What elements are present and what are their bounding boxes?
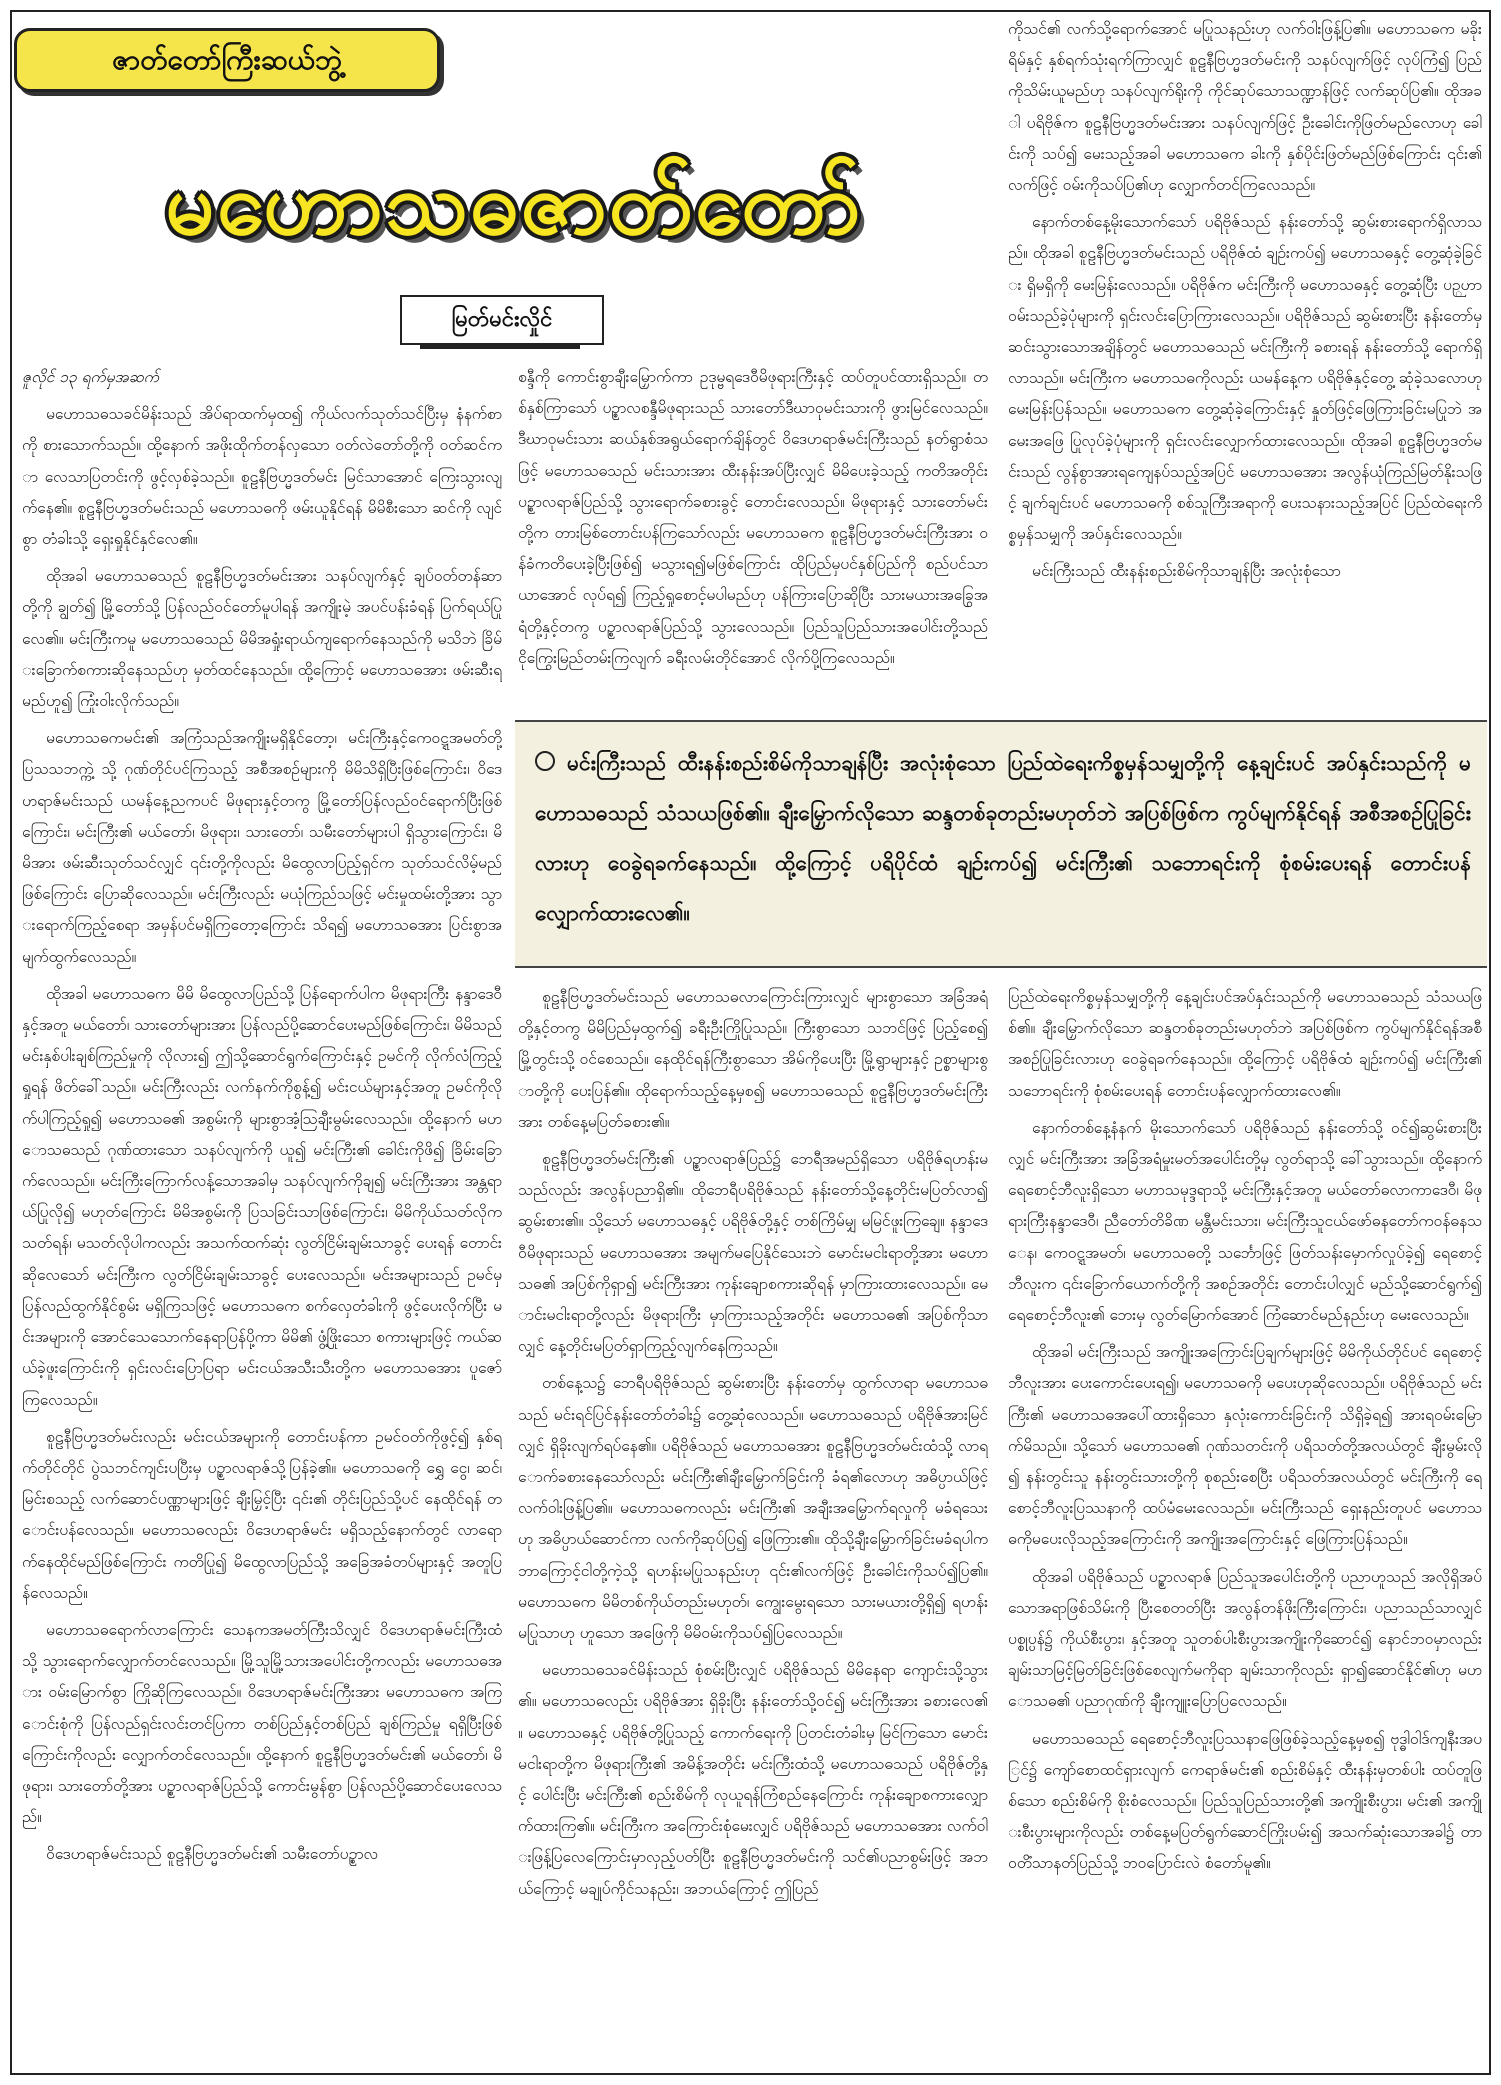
- paragraph: စန္ဒီကို ကောင်းစွာချီးမြှောက်ကာ ဥဒုမ္ဗရဒေဝီမိဖုရားကြီးနှင့် ထပ်တူပင်ထားရှိသည်။ တစ်နှစ်ကြာသော် ပဉ္စာလစန္ဒီမိဖုရားသည် သားတော်ဒီဃာဝုမင်းသားကို ဖွားမြင်လေသည်။ ဒီဃာဝုမင်းသား ဆယ်နှစ်အရွယ်ရောက်ချိန်တွင် ဝိဒေဟရာဇ်မင်းကြီးသည် နတ်ရွာစံသဖြင့် မဟောသဓသည် မင်းသားအား ထီးနန်းအပ်ပြီးလျှင် မိမိပေးခဲ့သည့် ကတိအတိုင်း ပဉ္စာလရာဇ်ပြည်သို့ သွားရောက်ခစားခွင့် တောင်းလေသည်။ မိဖုရားနှင့် သားတော်မင်းတို့က တားမြစ်တောင်းပန်ကြသော်လည်း မဟောသဓက စူဠနီဗြဟ္မဒတ်မင်းကြီးအား ဝန်ခံကတိပေးခဲ့ပြီးဖြစ်၍ မသွားရ၍မဖြစ်ကြောင်း ထိုပြည်မှပင်နှစ်ပြည်ကို စည်ပင်သာယာအောင် လုပ်ရ၍ ကြည့်ရှုစောင့်မပါမည်ဟု ပန်ကြားပြောဆိုပြီး သားမယားအခြွေအရံတို့နှင့်တကွ ပဉ္စာလရာဇ်ပြည်သို့ သွားလေသည်။ ပြည်သူပြည်သားအပေါင်းတို့သည် ငိုကြွေးမြည်တမ်းကြလျက် ခရီးလမ်းတိုင်အောင် လိုက်ပို့ကြလေသည်။: [518, 368, 988, 667]
- quote-bullet-icon: [535, 751, 555, 771]
- paragraph: စူဠနီဗြဟ္မဒတ်မင်းလည်း မင်းငယ်အများကို တောင်းပန်ကာ ဥမင်ဝတ်ကိုဖွင့်၍ နှစ်ရက်တိုင်တိုင် ပွဲသဘင်ကျင်းပပြီးမှ ပဉ္စာလရာဇ်သို့ပြန်ခဲ့၏။ မဟောသဓကို ရွှေ ငွေ၊ ဆင်၊ မြင်းစသည့် လက်ဆောင်ပဏ္ဏာများဖြင့် ချီးမြှင့်ပြီး ၎င်း၏ တိုင်းပြည်သို့ပင် နေထိုင်ရန် တောင်းပန်လေသည်။ မဟောသဓလည်း ဝိဒေဟရာဇ်မင်း မရှိသည့်နောက်တွင် လာရောက်နေထိုင်မည်ဖြစ်ကြောင်း ကတိပြု၍ မိထွေလာပြည်သို့ အခြေအခံတပ်များနှင့် အတူပြန်လေသည်။: [22, 1427, 502, 1602]
- article-title: မဟောသဓဇာတ်တော်: [165, 154, 863, 254]
- paragraph: မဟောသဓကမင်း၏ အကြံသည်အကျိုးမရှိနိုင်တော့၊ မင်းကြီးနှင့်ကေဝဋ္ဋအမတ်တို့ ပြသသဘက္ကဲ့ သို့ ဂုဏ်တိုင်ပင်ကြသည့် အစီအစဉ်များကို မိမိသိရှိပြီးဖြစ်ကြောင်း၊ ဝိဒေဟရာဇ်မင်းသည် ယမန်နေ့ညကပင် မိဖုရားနှင့်တကွ မြို့တော်ပြန်လည်ဝင်ရောက်ပြီးဖြစ်ကြောင်း၊ မင်းကြီး၏ မယ်တော်၊ မိဖုရား၊ သားတော်၊ သမီးတော်များပါ ရှိသွားကြောင်း၊ မိမိအား ဖမ်းဆီးသုတ်သင်လျှင် ၎င်းတို့ကိုလည်း မိထွေလာပြည့်ရှင်က သုတ်သင်လိမ့်မည်ဖြစ်ကြောင်း ပြောဆိုလေသည်။ မင်းကြီးလည်း မယုံကြည်သဖြင့် မင်းမှုထမ်းတို့အား သွားရောက်ကြည့်စေရာ အမှန်ပင်မရှိကြတော့ကြောင်း သိရ၍ မဟောသဓအား ပြင်းစွာအမျက်ထွက်လေသည်။: [22, 729, 502, 966]
- paragraph: ဝိဒေဟရာဇ်မင်းသည် စူဠနီဗြဟ္မဒတ်မင်း၏ သမီးတော်ပဉ္စာလ: [46, 1845, 379, 1864]
- paragraph: ကိုသင်၏ လက်သို့ရောက်အောင် မပြုသနည်းဟု လက်ဝါးဖြန့်ပြ၏။ မဟောသဓက မခိုးရိမ်နှင့် နှစ်ရက်သုံးရက်ကြာလျှင် စူဠနီဗြဟ္မဒတ်မင်းကို သနပ်လျက်ဖြင့် လုပ်ကြံ၍ ပြည်ကိုသိမ်းယူမည်ဟု သနပ်လျက်ရိုးကို ကိုင်ဆုပ်သောသဏ္ဍာန်ဖြင့် လက်ဆုပ်ပြ၏။ ထိုအခါ ပရိဗိုဇ်က စူဠနီဗြဟ္မဒတ်မင်းအား သနပ်လျက်ဖြင့် ဦးခေါင်းကိုဖြတ်မည်လောဟု ခေါင်းကို သပ်၍ မေးသည့်အခါ မဟောသဓက ခါးကို နှစ်ပိုင်းဖြတ်မည်ဖြစ်ကြောင်း ၎င်း၏လက်ဖြင့် ဝမ်းကိုသပ်ပြ၏ဟု လျှောက်တင်ကြလေသည်။: [1008, 20, 1482, 195]
- paragraph: ထိုအခါ မဟောသဓက မိမိ မိထွေလာပြည်သို့ ပြန်ရောက်ပါက မိဖုရားကြီး နန္ဒာဒေဝီနှင့်အတူ မယ်တော်၊ သားတော်များအား ပြန်လည်ပို့ဆောင်ပေးမည်ဖြစ်ကြောင်း၊ မိမိသည် မင်းနှစ်ပါးချစ်ကြည်မှုကို လိုလား၍ ဤသို့ဆောင်ရွက်ကြောင်းနှင့် ဥမင်ကို လိုက်လံကြည့်ရှုရန် ဖိတ်ခေါ်သည်။ မင်းကြီးလည်း လက်နက်ကိုစွန့်၍ မင်းငယ်များနှင့်အတူ ဥမင်ကိုလိုက်ပါကြည့်ရှု၍ မဟောသဓ၏ အစွမ်းကို များစွာအံ့သြချီးမွမ်းလေသည်။ ထို့နောက် မဟောသဓသည် ဂုဏ်ထားသော သနပ်လျက်ကို ယူ၍ မင်းကြီး၏ ခေါင်းကိုဖိ၍ ခြိမ်းခြောက်လေသည်။ မင်းကြီးကြောက်လန့်သောအခါမှ သနပ်လျက်ကိုချ၍ မင်းကြီးအား အန္တရာယ်ပြုလို၍ မဟုတ်ကြောင်း မိမိအစွမ်းကို ပြသခြင်းသာဖြစ်ကြောင်း၊ မိမိကိုယ်သတ်လိုက သတ်ရန်၊ မသတ်လိုပါကလည်း အသက်ထက်ဆုံး လွတ်ငြိမ်းချမ်းသာခွင့် ပေးရန် တောင်းဆိုလေသော် မင်းကြီးက လွတ်ငြိမ်းချမ်းသာခွင့် ပေးလေသည်။ မင်းအများသည် ဥမင်မှ ပြန်လည်ထွက်နိုင်စွမ်း မရှိကြသဖြင့် မဟောသဓက စက်လှေတံခါးကို ဖွင့်ပေးလိုက်ပြီး မင်းအများကို အောင်သေသောက်နေရာပြန်ပို့ကာ မိမိ၏ ဖွံ့ဖြိုးသော စကားများဖြင့် ကယ်ဆယ်ခဲ့ဖူးကြောင်းကို ရှင်းလင်းပြောပြရာ မင်းငယ်အသီးသီးတို့က မဟောသဓအား ပူဇော်ကြလေသည်။: [22, 984, 502, 1409]
- article-header: [14, 14, 1019, 314]
- series-label: ဇာတ်တော်ကြီးဆယ်ဘွဲ့: [14, 28, 440, 92]
- paragraph: မဟောသဓသခင်မိန်းသည် စုံစမ်းပြီးလျှင် ပရိဗိုဇ်သည် မိမိနေရာ ကျောင်းသို့သွား၏။ မဟောသဓလည်း ပရိဗိုဇ်အား ရှိခိုးပြီး နန်းတော်သို့ဝင်၍ မင်းကြီးအား ခစားလေ၏။ မဟောသဓနှင့် ပရိဗိုဇ်တို့ပြုသည့် ကောက်ရေးကို ပြတင်းတံခါးမှ မြင်ကြသော မောင်းမငါးရာတို့က မိဖုရားကြီး၏ အမိန့်အတိုင်း မင်းကြီးထံသို့ မဟောသဓသည် ပရိဗိုဇ်တို့နှင့် ပေါင်းပြီး မင်းကြီး၏ စည်းစိမ်ကို လုယူရန်ကြံစည်နေကြောင်း ကုန်းချောစကားလျှောက်ထားကြ၏။ မင်းကြီးက အကြောင်းစုံမေးလျှင် ပရိဗိုဇ်သည် မဟောသဓအား လက်ဝါးဖြန့်ပြလေကြောင်းမှာလှည့်ပတ်ပြီး စူဠနီဗြဟ္မဒတ်မင်းကို သင်၏ပညာစွမ်းဖြင့် အဘယ်ကြောင့် မချုပ်ကိုင်သနည်း၊ အဘယ်ကြောင့် ဤပြည်: [518, 1661, 988, 1898]
- pull-quote-text: မင်းကြီးသည် ထီးနန်းစည်းစိမ်ကိုသာချန်ပြီး အလုံးစုံသော ပြည်ထဲရေးကိစ္စမှန်သမျှတို့ကို နေ့ချင်းပင် အပ်နှင်းသည်ကို မဟောသဓသည် သံသယဖြစ်၏။ ချီးမြှောက်လိုသော ဆန္ဒတစ်ခုတည်းမဟုတ်ဘဲ အပြစ်ဖြစ်က ကွပ်မျက်နိုင်ရန် အစီအစဉ်ပြုခြင်းလားဟု ဝေခွဲရခက်နေသည်။ ထို့ကြောင့် ပရိပိုင်ထံ ချဉ်းကပ်၍ မင်းကြီး၏ သဘောရင်းကို စုံစမ်းပေးရန် တောင်းပန်လျှောက်ထားလေ၏။: [535, 751, 1471, 925]
- paragraph: တစ်နေ့သ၌ ဘေရီပရိဗိုဇ်သည် ဆွမ်းစားပြီး နန်းတော်မှ ထွက်လာရာ မဟောသဓသည် မင်းရင်ပြင်နန်းတော်တံခါး၌ တွေ့ဆုံလေသည်။ မဟောသဓသည် ပရိဗိုဇ်အားမြင်လျှင် ရှိခိုးလျက်ရပ်နေ၏။ ပရိဗိုဇ်သည် မဟောသဓအား စူဠနီဗြဟ္မဒတ်မင်းထံသို့ လာရောက်ခစားနေသော်လည်း မင်းကြီး၏ချီးမြှောက်ခြင်းကို ခံရ၏လောဟု အဓိပ္ပာယ်ဖြင့် လက်ဝါးဖြန့်ပြ၏။ မဟောသဓကလည်း မင်းကြီး၏ အချီးအမြှောက်ရလှုကို မခံရသေးဟု အဓိပ္ပာယ်ဆောင်ကာ လက်ကိုဆုပ်ပြ၍ ဖြေကြား၏။ ထိုသို့ချီးမြှောက်ခြင်းမခံရပါက ဘာကြောင့်ငါတို့ကဲ့သို့ ရဟန်းမပြုသနည်းဟု ၎င်း၏လက်ဖြင့် ဦးခေါင်းကိုသပ်၍ပြ၏။ မဟောသဓက မိမိတစ်ကိုယ်တည်းမဟုတ်၊ ကျွေးမွေးရသော သားမယားတို့ရှိ၍ ရဟန်းမပြုသာဟု ဟူသော အဖြေကို မိမိဝမ်းကိုသပ်၍ပြလေသည်။: [518, 1374, 988, 1643]
- paragraph: ထိုအခါ မင်းကြီးသည် အကျိုးအကြောင်းပြချက်များဖြင့် မိမိကိုယ်တိုင်ပင် ရေစောင့်ဘီလူးအား ပေးကောင်းပေးရ၍၊ မဟောသဓကို မပေးဟုဆိုလေသည်။ ပရိဗိုဇ်သည် မင်းကြီး၏ မဟောသဓအပေါ်ထားရှိသော နှလုံးကောင်းခြင်းကို သိရှိခဲ့ရ၍ အားရဝမ်းမြောက်မိသည်။ သို့သော် မဟောသဓ၏ ဂုဏ်သတင်းကို ပရိသတ်တို့အလယ်တွင် ချီးမွမ်းလို၍ နန်းတွင်းသူ နန်းတွင်းသားတို့ကို စုစည်းစေပြီး ပရိသတ်အလယ်တွင် မင်းကြီးကို ရေစောင့်ဘီလူးပြဿနာကို ထပ်မံမေးလေသည်။ မင်းကြီးသည် ရှေးနည်းတူပင် မဟောသဓကိုမပေးလိုသည့်အကြောင်းကို အကျိုးအကြောင်းနှင့် ဖြေကြားပြန်သည်။: [1008, 1343, 1482, 1549]
- author-underline: [420, 343, 580, 349]
- paragraph: မဟောသဓရောက်လာကြောင်း သေနကအမတ်ကြီးသိလျှင် ဝိဒေဟရာဇ်မင်းကြီးထံသို့ သွားရောက်လျှောက်တင်လေသည်။ မြို့သူမြို့သားအပေါင်းတို့ကလည်း မဟောသဓအား ဝမ်းမြောက်စွာ ကြိုဆိုကြလေသည်။ ဝိဒေဟရာဇ်မင်းကြီးအား မဟောသဓက အကြောင်းစုံကို ပြန်လည်ရှင်းလင်းတင်ပြကာ တစ်ပြည်နှင့်တစ်ပြည် ချစ်ကြည်မှု ရရှိပြီးဖြစ်ကြောင်းကိုလည်း လျှောက်တင်လေသည်။ ထို့နောက် စူဠနီဗြဟ္မဒတ်မင်း၏ မယ်တော်၊ မိဖုရား၊ သားတော်တို့အား ပဉ္စာလရာဇ်ပြည်သို့ ကောင်းမွန်စွာ ပြန်လည်ပို့ဆောင်ပေးလေသည်။: [22, 1620, 502, 1827]
- paragraph: မဟောသဓသခင်မိန်းသည် အိပ်ရာထက်မှထ၍ ကိုယ်လက်သုတ်သင်ပြီးမှ နံနက်စာကို စားသောက်သည်။ ထို့နောက် အဖိုးထိုက်တန်လှသော ဝတ်လဲတော်တို့ကို ဝတ်ဆင်ကာ လေသာပြတင်းကို ဖွင့်လှစ်ခဲ့သည်။ စူဠနီဗြဟ္မဒတ်မင်း မြင်သာအောင် ကြေးသွားလျက်နေ၏။ စူဠနီဗြဟ္မဒတ်မင်းသည် မဟောသဓကို ဖမ်းယူနိုင်ရန် မိမိစီးသော ဆင်ကို လျင်စွာ တံခါးသို့ ရှေးရှုနိုင်နှင်လေ၏။: [22, 405, 502, 549]
- column-1: [22, 362, 502, 2062]
- column-3-bottom: [1008, 982, 1482, 2062]
- paragraph: စူဠနီဗြဟ္မဒတ်မင်းကြီး၏ ပဉ္စာလရာဇ်ပြည်၌ ဘေရီအမည်ရှိသော ပရိဗိုဇ်ရဟန်းမသည်လည်း အလွန်ပညာရှိ၏။ ထိုဘေရီပရိဗိုဇ်သည် နန်းတော်သို့နေ့တိုင်းမပြတ်လာ၍ ဆွမ်းစား၏။ သို့သော် မဟောသဓနှင့် ပရိဗိုဇ်တို့နှင့် တစ်ကြိမ်မျှ မမြင်ဖူးကြချေ။ နန္ဒာဒေဝီမိဖုရားသည် မဟောသဓအား အမျက်မပြေနိုင်သေးဘဲ မောင်းမငါးရာတို့အား မဟောသဓ၏ အပြစ်ကိုရှာ၍ မင်းကြီးအား ကုန်းချောစကားဆိုရန် မှာကြားထားလေသည်။ မောင်းမငါးရာတို့လည်း မိဖုရားကြီး မှာကြားသည့်အတိုင်း မဟောသဓ၏ အပြစ်ကိုသာလျှင် နေ့တိုင်းမပြတ်ရှာကြည့်လျက်နေကြသည်။: [518, 1150, 988, 1356]
- column-2-top: [518, 362, 988, 707]
- paragraph: ပြည်ထဲရေးကိစ္စမှန်သမျှတို့ကို နေ့ချင်းပင်အပ်နှင်းသည်ကို မဟောသဓသည် သံသယဖြစ်၏။ ချီးမြှောက်လိုသော ဆန္ဒတစ်ခုတည်းမဟုတ်ဘဲ အပြစ်ဖြစ်က ကွပ်မျက်နိုင်ရန်အစီအစဉ်ပြုခြင်းလားဟု ဝေခွဲရခက်နေသည်။ ထို့ကြောင့် ပရိဗိုဇ်ထံ ချဉ်းကပ်၍ မင်းကြီး၏ သဘောရင်းကို စုံစမ်းပေးရန် တောင်းပန်လျှောက်ထားလေ၏။: [1008, 988, 1482, 1100]
- author-name: မြတ်မင်းလှိုင်: [400, 295, 604, 345]
- pull-quote: [515, 720, 1487, 968]
- paragraph: နောက်တစ်နေ့နံနက် မိုးသောက်သော် ပရိဗိုဇ်သည် နန်းတော်သို့ ဝင်၍ဆွမ်းစားပြီးလျှင် မင်းကြီးအား အခြံအရံမှုးမတ်အပေါင်းတို့မှ လွတ်ရာသို့ ခေါ်သွားသည်။ ထို့နောက်ရေစောင့်ဘီလူးရှိသော မဟာသမုဒ္ဒရာသို့ မင်းကြီးနှင့်အတူ မယ်တော်ဓလာကာဒေဝီ၊ မိဖုရားကြီးနန္ဒာဒေဝီ၊ ညီတော်တိခိဏ မန္တီမင်းသား၊ မင်းကြီးသူငယ်ဖော်ဓနတော်ကဝန်ဓနသေန၊ ကေဝဋ္ဋအမတ်၊ မဟောသဓတို့ သင်္ဘောဖြင့် ဖြတ်သန်းမှောက်လှုပ်ခဲ့၍ ရေစောင့်ဘီလူးက ၎င်းခြောက်ယောက်တို့ကို အစဉ်အတိုင်း တောင်းပါလျှင် မည်သို့ဆောင်ရွက်၍ ရေစောင့်ဘီလူး၏ ဘေးမှ လွတ်မြောက်အောင် ကြံဆောင်မည်နည်းဟု မေးလေသည်။: [1008, 1118, 1482, 1325]
- paragraph: နောက်တစ်နေ့မိုးသောက်သော် ပရိဗိုဇ်သည် နန်းတော်သို့ ဆွမ်းစားရောက်ရှိလာသည်။ ထိုအခါ စူဠနီဗြဟ္မဒတ်မင်းသည် ပရိဗိုဇ်ထံ ချဉ်းကပ်၍ မဟောသဓနှင့် တွေ့ဆုံခဲ့ခြင်း ရှိမရှိကို မေးမြန်းလေသည်။ ပရိဗိုဇ်က မင်းကြီးကို မဟောသဓနှင့် တွေ့ဆုံပြီး ပဉ္ဟာဝမ်းသည်ခဲ့ပုံများကို ရှင်းလင်းပြောကြားလေသည်။ ပရိဗိုဇ်သည် ဆွမ်းစားပြီး နန်းတော်မှ ဆင်းသွားသောအချိန်တွင် မဟောသဓသည် မင်းကြီးကို ခစားရန် နန်းတော်သို့ ရောက်ရှိလာသည်။ မင်းကြီးက မဟောသဓကိုလည်း ယမန်နေ့က ပရိဗိုဇ်နှင့်တွေ့ ဆုံခဲ့သလောဟု မေးမြန်းပြန်သည်။ မဟောသဓက တွေ့ဆုံခဲ့ကြောင်းနှင့် နှုတ်ဖြင့်ဖြေကြားခြင်းမပြုဘဲ အမေးအဖြေ ပြုလုပ်ခဲ့ပုံများကို ရှင်းလင်းလျှောက်ထားလေသည်။ ထိုအခါ စူဠနီဗြဟ္မဒတ်မင်းသည် လွန်စွာအားရကျေနပ်သည့်အပြင် မဟောသဓအား အလွန်ယုံကြည်မြတ်နိုးသဖြင့် ချက်ချင်းပင် မဟောသဓကို စစ်သူကြီးအရာကို ပေးသနားသည့်အပြင် ပြည်ထဲရေးကိစ္စမှန်သမျှကို အပ်နှင်းလေသည်။: [1008, 213, 1482, 544]
- paragraph: မင်းကြီးသည် ထီးနန်းစည်းစိမ်ကိုသာချန်ပြီး အလုံးစုံသော: [1032, 562, 1341, 581]
- paragraph: စူဠနီဗြဟ္မဒတ်မင်းသည် မဟောသဓလာကြောင်းကြားလျှင် များစွာသော အခြံအရံတို့နှင့်တကွ မိမိပြည်မှထွက်၍ ခရီးဦးကြိုပြုသည်။ ကြီးစွာသော သဘင်ဖြင့် ပြည့်စေ၍ မြို့တွင်းသို့ ဝင်စေသည်။ နေထိုင်ရန်ကြီးစွာသော အိမ်ကိုပေးပြီး မြို့ရွာများနှင့် ဥစ္စာများစွာတို့ကို ပေးပြန်၏။ ထိုရောက်သည့်နေ့မှစ၍ မဟောသဓသည် စူဠနီဗြဟ္မဒတ်မင်းကြီးအား တစ်နေ့မပြတ်ခစား၏။: [518, 988, 988, 1131]
- paragraph: ထိုအခါ ပရိဗိုဇ်သည် ပဉ္စာလရာဇ် ပြည်သူအပေါင်းတို့ကို ပညာဟူသည် အလိုရှိအပ်သောအရာဖြစ်သိမ်းကို ပြီးစေတတ်ပြီး အလွန်တန်ဖိုးကြီးကြောင်း၊ ပညာသည်သာလျှင် ပစ္စုပ္ပန်၌ ကိုယ်စီးပွား၊ နှင့်အတူ သူတစ်ပါးစီးပွားအကျိုးကိုဆောင်၍ နောင်ဘဝမှာလည်း ချမ်းသာမြင့်မြတ်ခြင်းဖြစ်စေလျက်မကိုရာ ချမ်းသာကိုလည်း ရှာ၍ဆောင်နိုင်၏ဟု မဟောသဓ၏ ပညာဂုဏ်ကို ချီးကျူးပြောပြလေသည်။: [1008, 1567, 1482, 1711]
- column-2-bottom: [518, 982, 988, 2062]
- continuation-note: ဇူလိုင် ၁၃ ရက်မှအဆက်: [22, 368, 159, 386]
- paragraph: မဟောသဓသည် ရေစောင့်ဘီလူးပြဿနာဖြေဖြစ်ခဲ့သည့်နေ့မှစ၍ ဗုဒ္ဓါဝါဒ်ကျနီးအပြင်၌ ကျော်စောထင်ရှားလျက် ကေရာဇ်မင်း၏ စည်းစိမ်နှင့် ထီးနန်းမှတစ်ပါး ထပ်တူဖြစ်သော စည်းစိမ်ကို စိုးစံလေသည်။ ပြည်သူပြည်သားတို့၏ အကျိုးစီးပွား၊ မင်း၏ အကျိုးစီးပွားများကိုလည်း တစ်နေ့မပြတ်ရွက်ဆောင်ကြိုးပမ်း၍ အသက်ဆုံးသောအခါ၌ တာဝတိံသာနတ်ပြည်သို့ ဘဝပြောင်းလဲ စံတော်မူ၏။: [1008, 1729, 1482, 1873]
- column-3-top: [1008, 14, 1482, 709]
- paragraph: ထိုအခါ မဟောသဓသည် စူဠနီဗြဟ္မဒတ်မင်းအား သနပ်လျက်နှင့် ချပ်ဝတ်တန်ဆာတို့ကို ချွတ်၍ မြို့တော်သို့ ပြန်လည်ဝင်တော်မူပါရန် အကျိုးမဲ့ အပင်ပန်းခံရန် ပြက်ရယ်ပြုလေ၏။ မင်းကြီးကမူ မဟောသဓသည် မိမိအရှုံးရာယ်ကျရောက်နေသည်ကို မသိဘဲ ခြိမ်းခြောက်စကားဆိုနေသည်ဟု မှတ်ထင်နေသည်။ ထို့ကြောင့် မဟောသဓအား ဖမ်းဆီးရမည်ဟူ၍ ကြုံးဝါးလိုက်သည်။: [22, 567, 502, 711]
